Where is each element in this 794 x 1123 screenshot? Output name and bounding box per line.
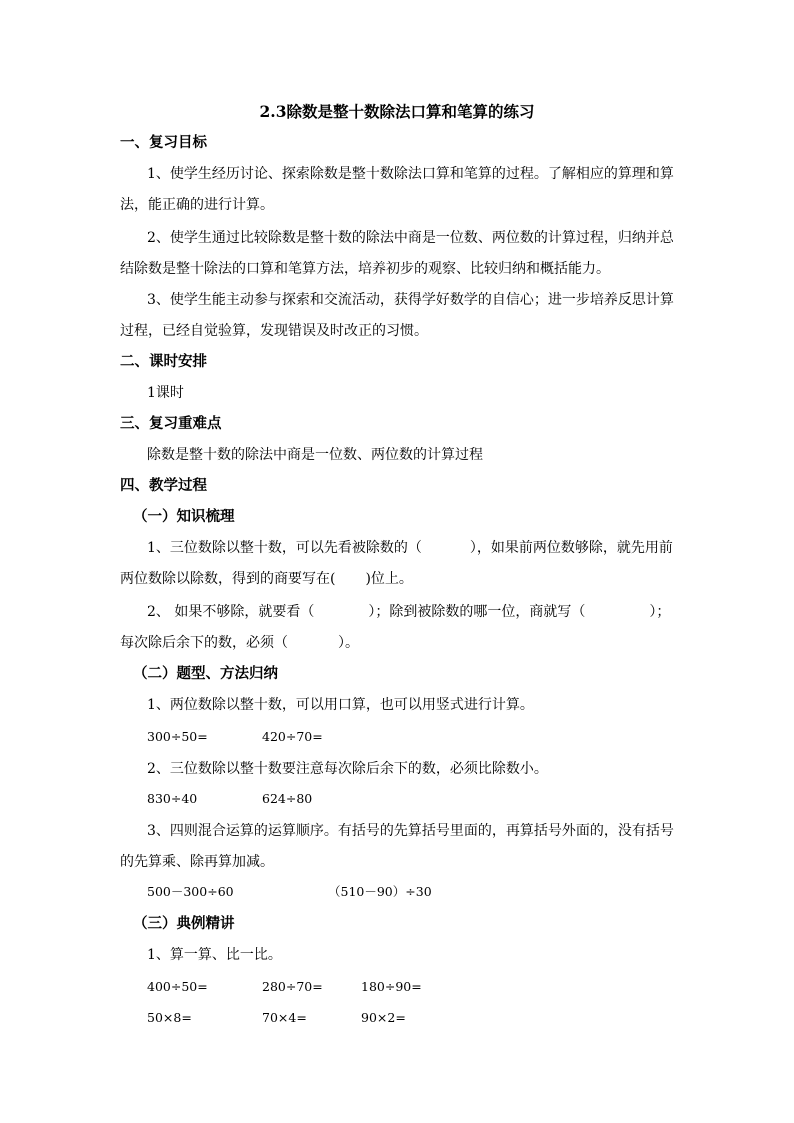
fill-blank-2-text-c: ）； xyxy=(649,604,671,620)
key-points-text: 除数是整十数的除法中商是一位数、两位数的计算过程 xyxy=(147,447,483,463)
goal-2-line-2: 结除数是整十除法的口算和笔算方法，培养初步的观察、比较归纳和概括能力。 xyxy=(120,261,610,277)
schedule-text: 1课时 xyxy=(147,385,184,401)
document-title: 2.3除数是整十数除法口算和笔算的练习 xyxy=(259,102,535,121)
expression: 90×2= xyxy=(361,1010,406,1025)
subheading-question-types: （二）题型、方法归纳 xyxy=(133,665,278,682)
fill-blank-1-line-2 xyxy=(120,570,413,588)
section-heading-review-goals: 一、复习目标 xyxy=(120,134,207,151)
type-2-text: 2、三位数除以整十数要注意每次除后余下的数，必须比除数小。 xyxy=(147,761,548,777)
type-3-line-2: 的先算乘、除再算加减。 xyxy=(120,854,274,870)
fill-blank-2-line-1 xyxy=(147,603,670,621)
type-3-line-1: 3、四则混合运算的运算顺序。有括号的先算括号里面的，再算括号外面的，没有括号 xyxy=(147,823,674,839)
expression: 50×8= xyxy=(147,1010,192,1025)
expression: 500－300÷60 xyxy=(147,884,234,899)
section-heading-teaching-process: 四、教学过程 xyxy=(120,477,207,494)
type-1-text: 1、两位数除以整十数，可以用口算，也可以用竖式进行计算。 xyxy=(147,697,534,713)
expression: 624÷80 xyxy=(262,791,313,806)
expression: 280÷70= xyxy=(262,979,323,994)
goal-3-line-1: 3、使学生能主动参与探索和交流活动，获得学好数学的自信心；进一步培养反思计算 xyxy=(147,292,674,308)
goal-1-line-1: 1、使学生经历讨论、探索除数是整十数除法口算和笔算的过程。了解相应的算理和算 xyxy=(147,166,674,182)
fill-blank-2-text-b: ）；除到被除数的哪一位，商就写（ xyxy=(368,604,586,620)
goal-3-line-2: 过程，已经自觉验算，发现错误及时改正的习惯。 xyxy=(120,323,428,339)
expression: 180÷90= xyxy=(361,979,422,994)
fill-blank-2-text-d: 每次除后余下的数，必须（ xyxy=(120,635,288,651)
expression: 70×4= xyxy=(262,1010,307,1025)
fill-blank-2-line-2 xyxy=(120,634,359,652)
example-1-text: 1、算一算、比一比。 xyxy=(147,947,282,963)
section-heading-key-points: 三、复习重难点 xyxy=(120,415,222,432)
fill-blank-2-text-e: ）。 xyxy=(338,635,359,651)
expression: 420÷70= xyxy=(262,729,323,744)
fill-blank-1-text-b: ），如果前两位数够除，就先用前 xyxy=(469,540,673,556)
expression: 830÷40 xyxy=(147,791,198,806)
subheading-example-explanation: （三）典例精讲 xyxy=(133,915,235,932)
section-heading-schedule: 二、课时安排 xyxy=(120,353,207,370)
fill-blank-1-text-a: 1、三位数除以整十数，可以先看被除数的（ xyxy=(147,540,422,556)
fill-blank-2-text-a: 2、 如果不够除，就要看（ xyxy=(147,604,315,620)
expression: 300÷50= xyxy=(147,729,208,744)
goal-1-line-2: 法，能正确的进行计算。 xyxy=(120,197,274,213)
fill-blank-1-text-c: 两位数除以除数，得到的商要写在( xyxy=(120,571,336,587)
fill-blank-1-line-1 xyxy=(147,539,673,557)
subheading-knowledge-review: （一）知识梳理 xyxy=(133,508,235,525)
fill-blank-1-text-d: )位上。 xyxy=(365,571,413,587)
goal-2-line-1: 2、使学生通过比较除数是整十数的除法中商是一位数、两位数的计算过程，归纳并总 xyxy=(147,230,674,246)
expression: （510－90）÷30 xyxy=(328,884,432,899)
expression: 400÷50= xyxy=(147,979,208,994)
